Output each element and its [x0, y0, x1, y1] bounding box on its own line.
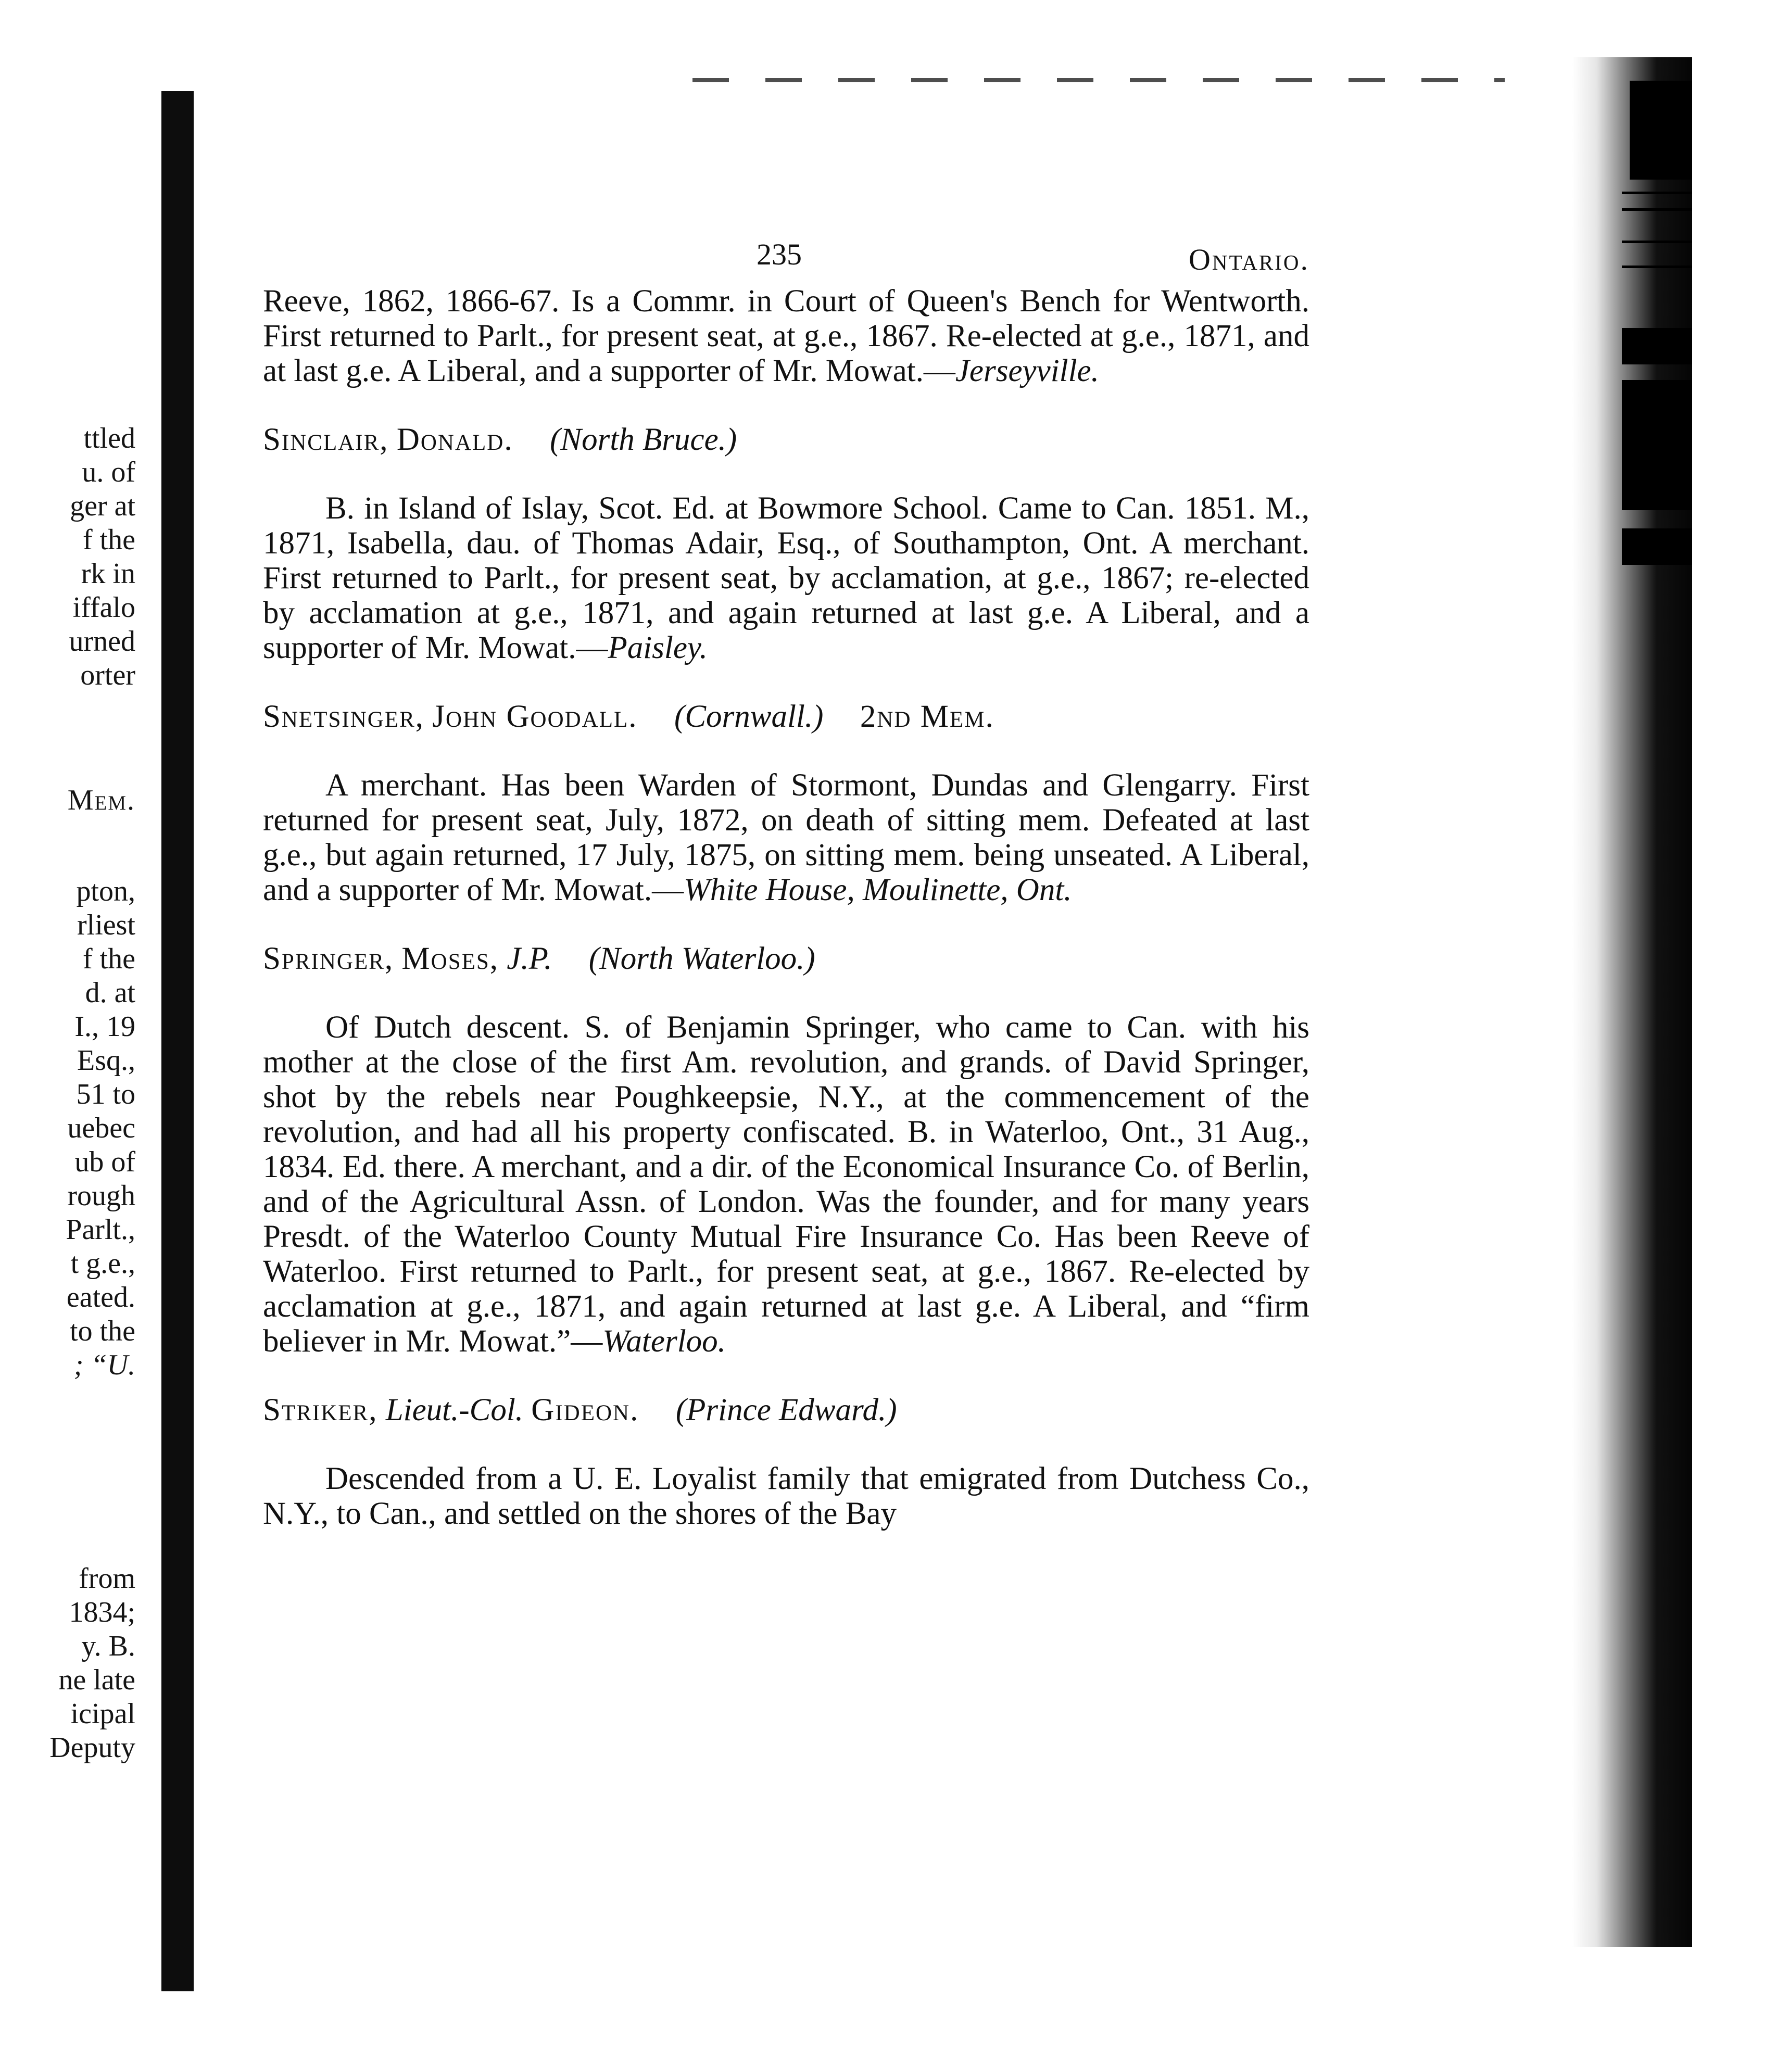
entry-given-name: Moses,	[401, 941, 499, 976]
facing-fragment: 1834;	[69, 1596, 135, 1628]
residence: White House, Moulinette, Ont.	[684, 873, 1072, 907]
binding-line	[1622, 208, 1692, 211]
entry-constituency: (North Waterloo.)	[588, 941, 815, 976]
facing-fragment: Parlt.,	[66, 1214, 135, 1246]
entry-heading	[263, 699, 1309, 734]
facing-fragment: y. B.	[81, 1630, 135, 1662]
facing-fragment: ub of	[74, 1146, 135, 1178]
facing-fragment: f the	[82, 943, 135, 975]
bio-text: A merchant. Has been Warden of Stormont, Dundas and Glengarry. First returned for present seat, July, 1872, on death of sitting mem. Defeated at last g.e., but again returned, 17 July, 1875, on sitting mem. being unseated. A Liberal, and a supporter of Mr. Mowat.—	[263, 768, 1309, 907]
entry-bio	[263, 1010, 1309, 1359]
entry-surname: Snetsinger,	[263, 699, 425, 734]
facing-fragment: from	[79, 1562, 135, 1595]
entry-heading	[263, 941, 1309, 976]
facing-fragment: Mem.	[67, 784, 135, 816]
bio-text: Descended from a U. E. Loyalist family that emigrated from Dutchess Co., N.Y., to Can., and settled on the shores of the Bay	[263, 1461, 1309, 1531]
facing-fragment: f the	[82, 524, 135, 556]
facing-fragment: d. at	[85, 977, 135, 1009]
binding-edge	[1572, 57, 1692, 1947]
entry-surname: Sinclair,	[263, 422, 389, 457]
page-number: 235	[757, 237, 802, 271]
facing-fragment: t g.e.,	[70, 1247, 135, 1280]
facing-fragment: pton,	[76, 875, 135, 907]
facing-fragment: ne late	[58, 1664, 135, 1696]
facing-fragment: Esq.,	[77, 1044, 135, 1077]
binding-line	[1622, 241, 1692, 243]
facing-fragment: I., 19	[74, 1010, 135, 1043]
facing-fragment: urned	[69, 625, 135, 658]
facing-fragment: eated.	[66, 1281, 135, 1313]
entry-constituency: (North Bruce.)	[550, 422, 737, 457]
binding-line	[1622, 266, 1692, 268]
facing-fragment: Deputy	[49, 1732, 135, 1764]
facing-fragment: rk in	[81, 558, 135, 590]
entry-member-number: 2nd Mem.	[860, 699, 994, 734]
running-head: Ontario.	[1189, 243, 1309, 276]
entry-title: Lieut.-Col.	[385, 1393, 524, 1427]
facing-fragment: u. of	[82, 456, 135, 488]
bio-text: B. in Island of Islay, Scot. Ed. at Bowmore School. Came to Can. 1851. M., 1871, Isabella, dau. of Thomas Adair, Esq., of Southampton, Ont. A merchant. First returned to Parlt., for present seat, by acclamation, at g.e., 1867; re-elected by acclamation at g.e., 1871, and again returned at last g.e. A Liberal, and a supporter of Mr. Mowat.—	[263, 491, 1309, 665]
facing-fragment: to the	[70, 1315, 135, 1347]
page-body	[263, 237, 1309, 1531]
facing-fragment: rough	[67, 1180, 135, 1212]
paragraph-text: Reeve, 1862, 1866-67. Is a Commr. in Court of Queen's Bench for Wentworth. First returned to Parlt., for present seat, at g.e., 1867. Re-elected at g.e., 1871, and at last g.e. A Liberal, and a supporter of Mr. Mowat.—	[263, 284, 1309, 388]
bio-text: Of Dutch descent. S. of Benjamin Springer, who came to Can. with his mother at the close of the first Am. revolution, and grands. of David Springer, shot by the rebels near Poughkeepsie, N.Y., at the commencement of the revolution, and had all his property confiscated. B. in Waterloo, Ont., 31 Aug., 1834. Ed. there. A merchant, and a dir. of the Economical Insurance Co. of Berlin, and of the Agricultural Assn. of London. Was the founder, and for many years Presdt. of the Waterloo County Mutual Fire Insurance Co. Has been Reeve of Waterloo. First returned to Parlt., for present seat, at g.e., 1867. Re-elected by acclamation at g.e., 1871, and again returned at last g.e. A Liberal, and “firm believer in Mr. Mowat.”—	[263, 1010, 1309, 1359]
facing-fragment: icipal	[70, 1698, 135, 1730]
facing-fragment: orter	[80, 659, 135, 691]
facing-fragment: ger at	[70, 490, 135, 522]
facing-fragment: iffalo	[72, 591, 135, 624]
entry-constituency: (Cornwall.)	[674, 699, 824, 734]
entry-given-name: John Goodall.	[432, 699, 638, 734]
residence: Jerseyville.	[955, 353, 1099, 388]
facing-fragment: rliest	[77, 909, 135, 941]
facing-fragment: uebec	[67, 1112, 135, 1144]
entry-bio	[263, 491, 1309, 665]
entry-surname: Striker,	[263, 1393, 378, 1427]
entry-heading	[263, 1393, 1309, 1427]
binding-block	[1622, 328, 1692, 364]
residence: Waterloo.	[602, 1324, 726, 1359]
facing-page-fragments	[10, 0, 156, 2072]
scan-edge-marks	[692, 78, 1505, 82]
binding-block	[1622, 380, 1692, 510]
entry-bio	[263, 768, 1309, 907]
binding-block	[1630, 81, 1692, 180]
entry-constituency: (Prince Edward.)	[675, 1393, 897, 1427]
gutter-shadow	[161, 91, 194, 1991]
binding-line	[1622, 192, 1692, 194]
continued-paragraph	[263, 284, 1309, 388]
entry-title: J.P.	[507, 941, 552, 976]
residence: Paisley.	[608, 630, 708, 665]
entry-given-name: Gideon.	[531, 1393, 639, 1427]
facing-fragment: ; “U.	[73, 1349, 135, 1381]
entry-bio	[263, 1461, 1309, 1531]
facing-fragment: ttled	[83, 422, 135, 454]
entry-heading	[263, 422, 1309, 457]
entry-surname: Springer,	[263, 941, 394, 976]
page-header	[263, 237, 1309, 284]
entry-given-name: Donald.	[396, 422, 513, 457]
facing-fragment: 51 to	[76, 1078, 135, 1110]
binding-block	[1622, 528, 1692, 565]
